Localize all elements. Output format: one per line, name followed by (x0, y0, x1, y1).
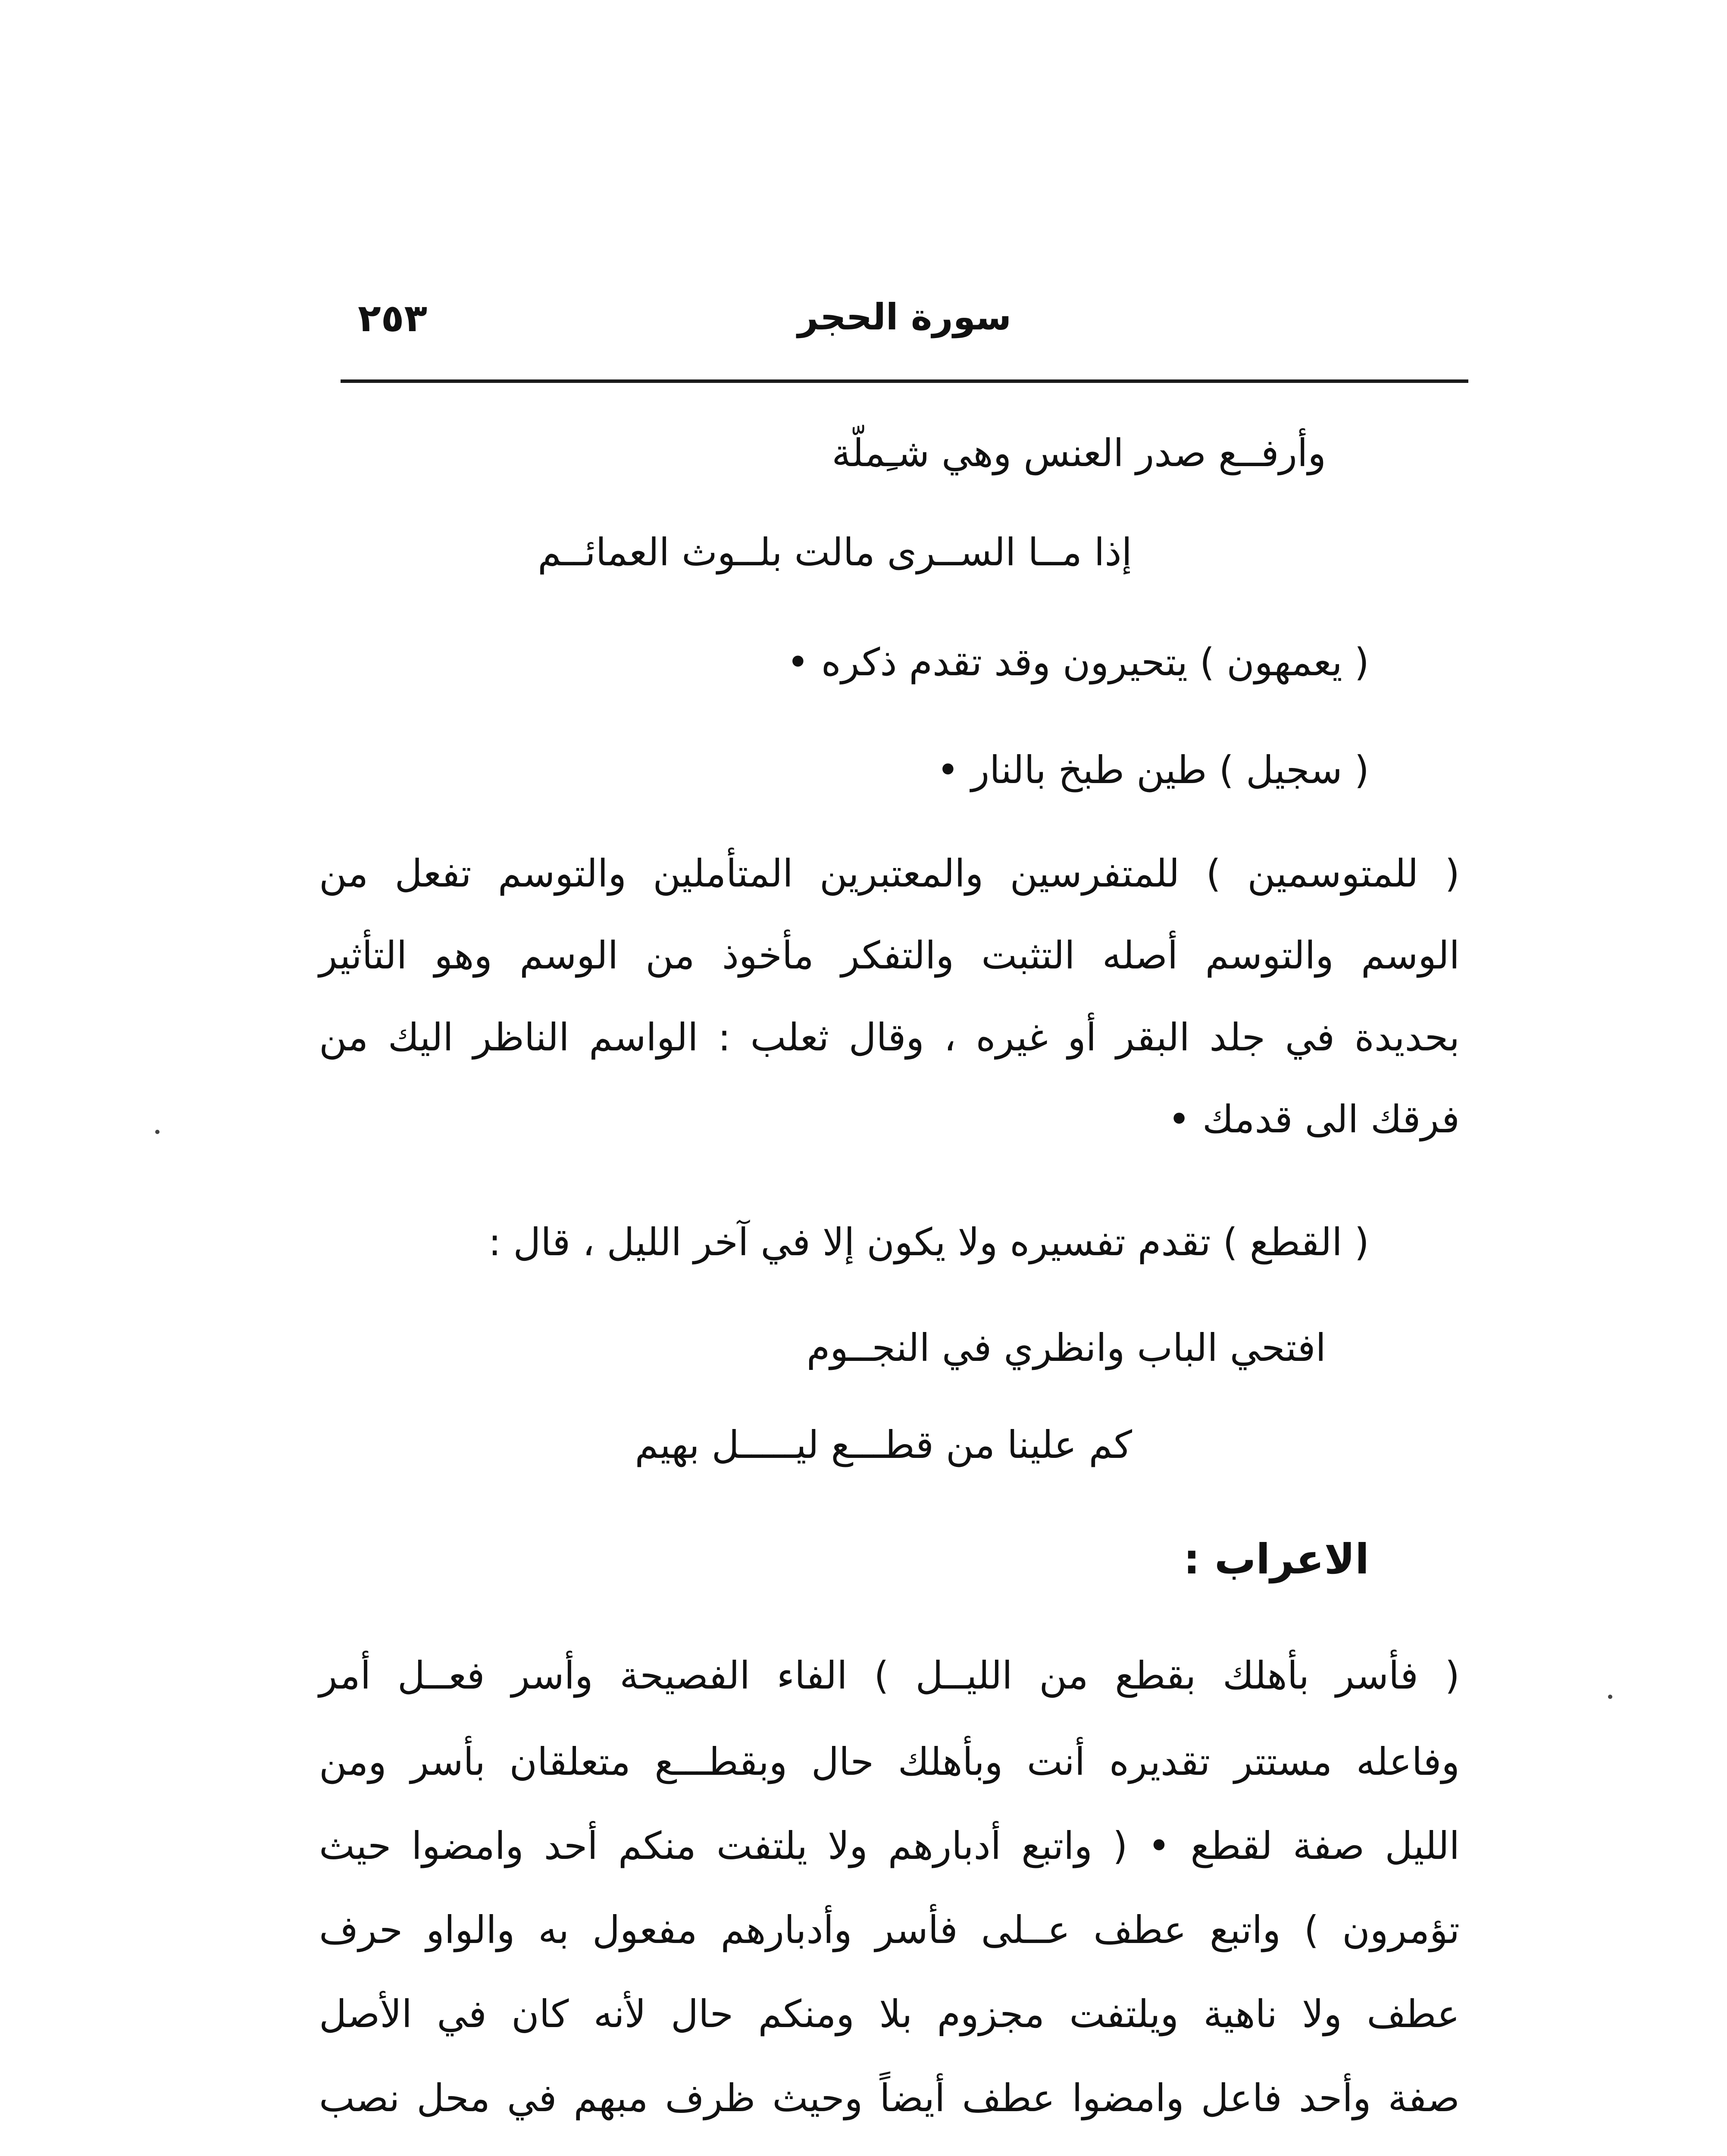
paragraph1-line1: ( للمتوسمين ) للمتفرسين والمعتبرين المتأملين والتوسم تفعل من (319, 851, 1460, 896)
irab-heading: الاعراب : (1183, 1535, 1369, 1583)
verse2-line2: كم علينا من قطـــع ليـــــل بهيم (635, 1423, 1132, 1467)
paragraph2-line6: صفة وأحد فاعل وامضوا عطف أيضاً وحيث ظرف مبهم في محل نصب (319, 2076, 1460, 2120)
qat-definition: ( القطع ) تقدم تفسيره ولا يكون إلا في آخر الليل ، قال : (488, 1220, 1369, 1264)
running-header (341, 282, 1468, 347)
verse2-line1: افتحي الباب وانظري في النجــوم (806, 1326, 1326, 1370)
paragraph1-line4: فرقك الى قدمك • (1168, 1097, 1460, 1141)
paragraph2-line5: عطف ولا ناهية ويلتفت مجزوم بلا ومنكم حال لأنه كان في الأصل (319, 1992, 1460, 2036)
paragraph1-line3: بحديدة في جلد البقر أو غيره ، وقال ثعلب : الواسم الناظر اليك من (319, 1015, 1460, 1059)
paragraph2-line1: ( فأسر بأهلك بقطع من الليــل ) الفاء الفصيحة وأسر فعــل أمر (319, 1653, 1460, 1698)
paragraph1-line2: الوسم والتوسم أصله التثبت والتفكر مأخوذ من الوسم وهو التأثير (319, 933, 1460, 978)
paragraph2-line4: تؤمرون ) واتبع عطف عــلى فأسر وأدبارهم مفعول به والواو حرف (319, 1908, 1460, 1952)
verse1-line2: إذا مــا الســرى مالت بلــوث العمائــم (538, 530, 1132, 574)
paragraph2-line2: وفاعله مستتر تقديره أنت وبأهلك حال وبقطـــع متعلقان بأسر ومن (319, 1739, 1460, 1784)
definition-yamahun: ( يعمهون ) يتحيرون وقد تقدم ذكره • (786, 640, 1369, 684)
paragraph2-line3: الليل صفة لقطع • ( واتبع أدبارهم ولا يلتفت منكم أحد وامضوا حيث (319, 1824, 1460, 1868)
scan-speck (155, 1130, 160, 1134)
verse1-line1: وأرفــع صدر العنس وهي شـِملّة (832, 431, 1326, 475)
header-rule (341, 379, 1468, 383)
scan-speck (1608, 1695, 1612, 1699)
surah-title: سورة الحجر (797, 296, 1012, 338)
definition-sijjil: ( سجيل ) طين طبخ بالنار • (936, 748, 1369, 792)
page-number: ٢٥٣ (358, 296, 428, 340)
